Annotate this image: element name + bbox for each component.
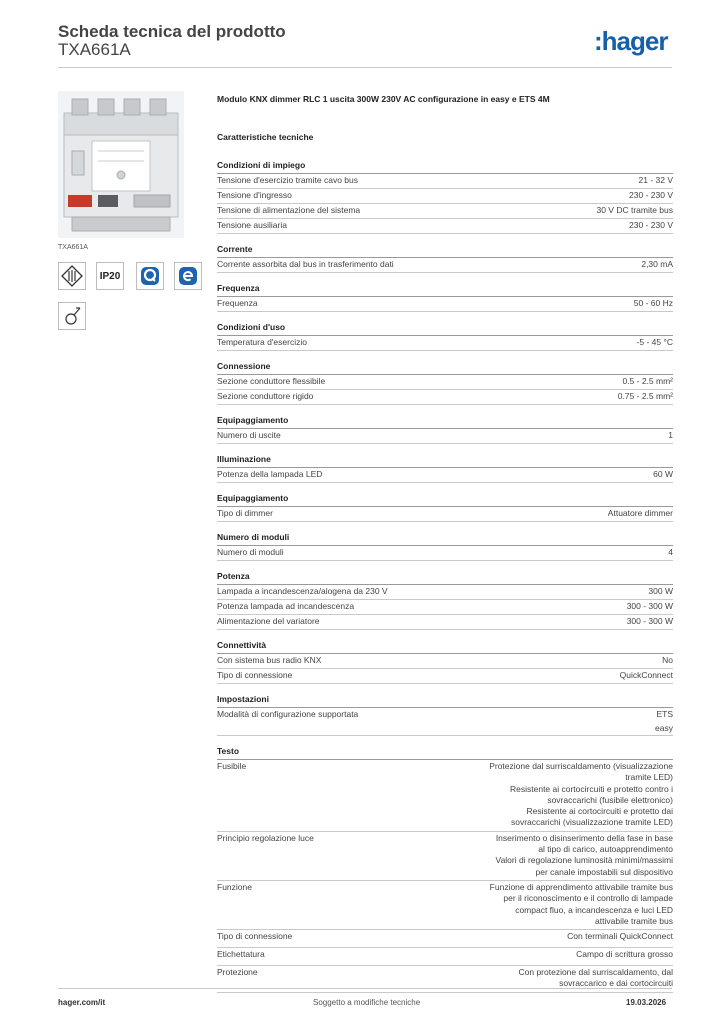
spec-value: ETS easy	[655, 709, 673, 733]
spec-row	[217, 468, 673, 483]
section-title: Illuminazione	[217, 454, 673, 468]
spec-row	[217, 832, 673, 881]
spec-label: Numero di moduli	[217, 547, 284, 557]
spec-label: Lampada a incandescenza/alogena da 230 V	[217, 586, 388, 596]
footer-divider	[58, 988, 672, 989]
section-title: Connessione	[217, 361, 673, 375]
footer-website[interactable]: hager.com/it	[58, 998, 106, 1007]
spec-label: Etichettatura	[217, 949, 265, 960]
spec-value: Attuatore dimmer	[607, 508, 673, 518]
spec-section	[217, 415, 673, 444]
spec-section	[217, 361, 673, 405]
spec-value: 300 - 300 W	[626, 616, 673, 626]
spec-label: Tensione ausiliaria	[217, 220, 287, 230]
spec-section	[217, 244, 673, 273]
spec-value: Con terminali QuickConnect	[567, 931, 673, 942]
spec-value: No	[662, 655, 673, 665]
spec-label: Temperatura d'esercizio	[217, 337, 307, 347]
section-title: Impostazioni	[217, 694, 673, 708]
section-title: Connettività	[217, 640, 673, 654]
spec-row	[217, 708, 673, 736]
spec-row	[217, 948, 673, 966]
spec-row	[217, 930, 673, 948]
spec-row	[217, 585, 673, 600]
spec-label: Sezione conduttore flessibile	[217, 376, 326, 386]
spec-row	[217, 669, 673, 684]
section-title: Equipaggiamento	[217, 493, 673, 507]
spec-row	[217, 760, 673, 832]
spec-section	[217, 571, 673, 630]
spec-section	[217, 640, 673, 684]
spec-row	[217, 546, 673, 561]
spec-section	[217, 454, 673, 483]
spec-label: Fusibile	[217, 761, 247, 771]
spec-value: Con protezione dal surriscaldamento, dal sovraccarico e dai cortocircuiti	[518, 967, 673, 989]
section-title: Condizioni di impiego	[217, 160, 673, 174]
spec-value: 21 - 32 V	[638, 175, 673, 185]
spec-value: 300 - 300 W	[626, 601, 673, 611]
spec-label: Principio regolazione luce	[217, 832, 314, 843]
spec-value: 230 - 230 V	[629, 220, 673, 230]
spec-label: Potenza lampada ad incandescenza	[217, 601, 355, 611]
spec-row	[217, 336, 673, 351]
spec-row	[217, 429, 673, 444]
spec-label: Potenza della lampada LED	[217, 469, 323, 479]
spec-row	[217, 219, 673, 234]
spec-row	[217, 654, 673, 669]
section-title: Equipaggiamento	[217, 415, 673, 429]
section-title: Frequenza	[217, 283, 673, 297]
dimmer-symbol-icon	[58, 262, 86, 290]
spec-section	[217, 283, 673, 312]
spec-row	[217, 507, 673, 522]
spec-label: Modalità di configurazione supportata	[217, 709, 359, 719]
spec-row	[217, 390, 673, 405]
spec-value: 0.75 - 2.5 mm²	[617, 391, 673, 401]
spec-value: 50 - 60 Hz	[633, 298, 673, 308]
spec-value: QuickConnect	[619, 670, 673, 680]
spec-value: Protezione dal surriscaldamento (visualizzazione tramite LED) Resistente ai cortocircuiti e protetto contro i sovraccarichi (fusibile elettronico) Resistente ai cortocircuiti e protetto dai sovraccarichi (visualizzazione tramite LED)	[489, 761, 673, 828]
product-code: TXA661A	[58, 40, 131, 59]
spec-label: Tensione d'esercizio tramite cavo bus	[217, 175, 358, 185]
spec-row	[217, 258, 673, 273]
product-image	[58, 91, 184, 238]
spec-label: Tipo di connessione	[217, 931, 293, 942]
spec-sections	[217, 160, 673, 736]
spec-label: Frequenza	[217, 298, 258, 308]
spec-value: Inserimento o disinserimento della fase in base al tipo di carico, autoapprendimento Valori di regolazione luminosità minimi/massimi per canale impostabili sul dispositivo	[495, 832, 673, 877]
spec-row	[217, 600, 673, 615]
spec-row	[217, 174, 673, 189]
section-title: Potenza	[217, 571, 673, 585]
spec-label: Protezione	[217, 967, 258, 978]
spec-label: Tensione d'ingresso	[217, 190, 292, 200]
specifications	[217, 88, 673, 993]
spec-section	[217, 694, 673, 736]
page-title: Scheda tecnica del prodotto	[58, 22, 286, 41]
spec-label: Numero di uscite	[217, 430, 281, 440]
spec-row	[217, 615, 673, 630]
spec-label: Alimentazione del variatore	[217, 616, 320, 626]
ip20-badge: IP20	[96, 262, 124, 290]
header-divider	[58, 67, 672, 68]
footer-note: Soggetto a modifiche tecniche	[313, 998, 421, 1007]
spec-label: Con sistema bus radio KNX	[217, 655, 322, 665]
spec-label: Corrente assorbita dal bus in trasferimento dati	[217, 259, 394, 269]
spec-value: -5 - 45 °C	[636, 337, 673, 347]
spec-value: 300 W	[648, 586, 673, 596]
spec-row	[217, 189, 673, 204]
spec-value: 30 V DC tramite bus	[596, 205, 673, 215]
lamp-dimming-icon	[58, 302, 86, 330]
quickconnect-icon	[136, 262, 164, 290]
spec-value: 2,30 mA	[641, 259, 673, 269]
spec-label: Tensione di alimentazione del sistema	[217, 205, 361, 215]
spec-section	[217, 160, 673, 234]
spec-row	[217, 881, 673, 930]
spec-section	[217, 493, 673, 522]
spec-value: Campo di scrittura grosso	[576, 949, 673, 960]
spec-label: Funzione	[217, 881, 252, 892]
spec-label: Sezione conduttore rigido	[217, 391, 314, 401]
product-description: Modulo KNX dimmer RLC 1 uscita 300W 230V AC configurazione in easy e ETS 4M	[217, 94, 550, 104]
specs-heading: Caratteristiche tecniche	[217, 132, 314, 142]
spec-value: 60 W	[653, 469, 673, 479]
spec-value: Funzione di apprendimento attivabile tramite bus per il riconoscimento e il controllo di lampade compact fluo, a incandescenza e luci LED attivabile tramite bus	[489, 881, 673, 926]
spec-section	[217, 532, 673, 561]
testo-section	[217, 746, 673, 993]
spec-value: 230 - 230 V	[629, 190, 673, 200]
spec-row	[217, 297, 673, 312]
spec-value: 1	[668, 430, 673, 440]
spec-label: Tipo di connessione	[217, 670, 293, 680]
spec-label: Tipo di dimmer	[217, 508, 273, 518]
spec-row	[217, 375, 673, 390]
section-title: Condizioni d'uso	[217, 322, 673, 336]
footer-date: 19.03.2026	[626, 998, 667, 1007]
spec-value: 4	[668, 547, 673, 557]
hager-logo: :hager	[594, 26, 668, 56]
spec-section	[217, 322, 673, 351]
section-title: Numero di moduli	[217, 532, 673, 546]
section-title: Corrente	[217, 244, 673, 258]
easy-configuration-icon	[174, 262, 202, 290]
spec-value: 0.5 - 2.5 mm²	[622, 376, 673, 386]
section-title: Testo	[217, 746, 673, 760]
image-caption: TXA661A	[58, 244, 88, 251]
spec-row	[217, 204, 673, 219]
